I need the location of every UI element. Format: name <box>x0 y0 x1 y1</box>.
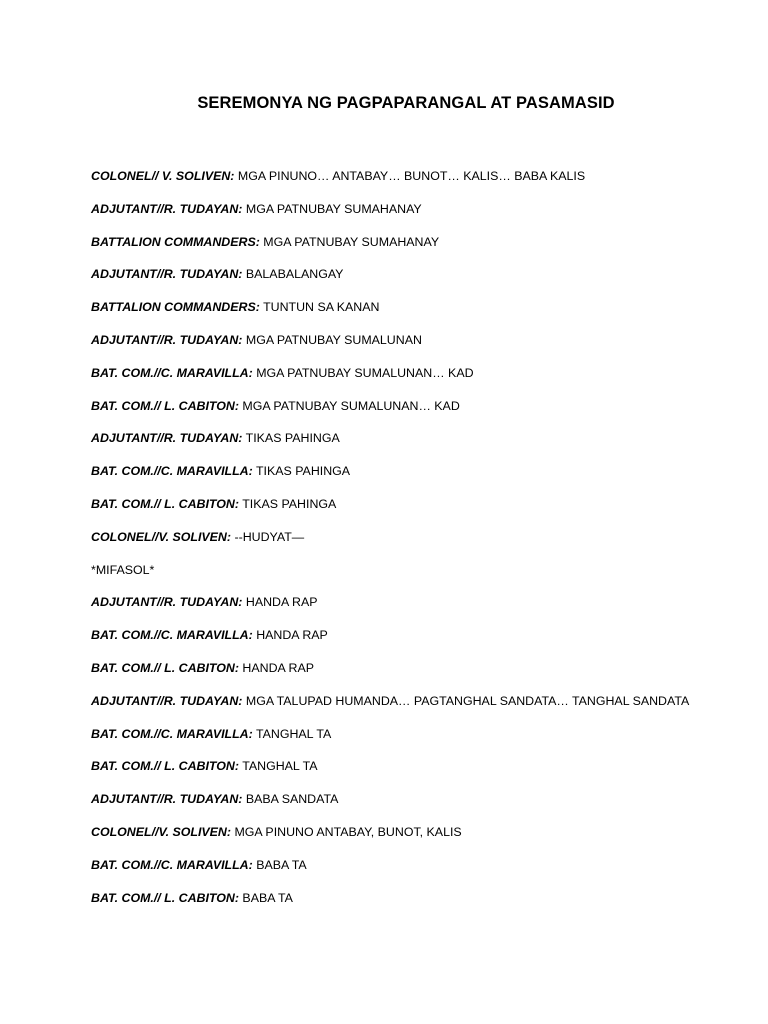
script-line <box>91 889 751 922</box>
command-text: HANDA RAP <box>252 628 328 643</box>
speaker-label: COLONEL// V. SOLIVEN: <box>91 169 235 183</box>
command-text: MGA PATNUBAY SUMAHANAY <box>242 201 422 216</box>
speaker-label: ADJUTANT//R. TUDAYAN: <box>91 201 243 216</box>
script-line <box>91 167 751 200</box>
speaker-label: BATTALION COMMANDERS: <box>91 300 260 315</box>
command-text: TUNTUN SA KANAN <box>259 300 380 315</box>
script-line <box>91 265 751 298</box>
command-text: MGA TALUPAD HUMANDA… PAGTANGHAL SANDATA… TANGHAL SANDATA <box>242 693 690 708</box>
command-text: BABA TA <box>252 857 307 872</box>
command-text: *MIFASOL* <box>91 562 155 577</box>
script-line <box>91 757 751 790</box>
command-text: TANGHAL TA <box>252 726 332 741</box>
speaker-label: ADJUTANT//R. TUDAYAN: <box>91 267 243 282</box>
script-line <box>91 692 751 725</box>
script-line <box>91 856 751 889</box>
script-line <box>91 593 751 626</box>
command-text: TANGHAL TA <box>238 759 318 774</box>
command-text: TIKAS PAHINGA <box>238 496 337 511</box>
speaker-label: BAT. COM.// L. CABITON: <box>91 890 239 905</box>
script-line <box>91 298 751 331</box>
speaker-label: ADJUTANT//R. TUDAYAN: <box>91 431 243 446</box>
speaker-label: ADJUTANT//R. TUDAYAN: <box>91 693 243 708</box>
script-line <box>91 495 751 528</box>
script-line <box>91 429 751 462</box>
speaker-label: BAT. COM.// L. CABITON: <box>91 496 239 511</box>
script-line <box>91 659 751 692</box>
command-text: HANDA RAP <box>238 660 315 675</box>
script-line <box>91 626 751 659</box>
script-line <box>91 725 751 758</box>
command-text: MGA PINUNO… ANTABAY… BUNOT… KALIS… BABA KALIS <box>234 169 586 183</box>
speaker-label: BATTALION COMMANDERS: <box>91 234 260 249</box>
speaker-label: BAT. COM.// L. CABITON: <box>91 398 239 413</box>
script-line <box>91 561 751 594</box>
speaker-label: COLONEL//V. SOLIVEN: <box>91 824 231 839</box>
command-text: TIKAS PAHINGA <box>242 431 340 446</box>
script-line <box>91 364 751 397</box>
speaker-label: BAT. COM.//C. MARAVILLA: <box>91 857 253 872</box>
command-text: MGA PATNUBAY SUMALUNAN… KAD <box>238 398 460 413</box>
script-line <box>91 790 751 823</box>
script-lines <box>91 167 751 921</box>
document-title: SEREMONYA NG PAGPAPARANGAL AT PASAMASID <box>197 94 615 112</box>
script-line <box>91 331 751 364</box>
command-text: BABA SANDATA <box>242 792 339 807</box>
speaker-label: BAT. COM.//C. MARAVILLA: <box>91 628 253 643</box>
script-line <box>91 823 751 856</box>
command-text: MGA PATNUBAY SUMALUNAN <box>242 332 422 347</box>
command-text: BALABALANGAY <box>242 267 344 282</box>
speaker-label: ADJUTANT//R. TUDAYAN: <box>91 595 243 610</box>
script-line <box>91 233 751 266</box>
command-text: BABA TA <box>238 890 293 905</box>
script-line <box>91 397 751 430</box>
command-text: MGA PATNUBAY SUMAHANAY <box>259 234 440 249</box>
command-text: TIKAS PAHINGA <box>252 464 351 479</box>
command-text: --HUDYAT— <box>231 529 305 544</box>
script-line <box>91 200 751 233</box>
speaker-label: BAT. COM.// L. CABITON: <box>91 759 239 774</box>
speaker-label: BAT. COM.// L. CABITON: <box>91 660 239 675</box>
speaker-label: BAT. COM.//C. MARAVILLA: <box>91 726 253 741</box>
speaker-label: BAT. COM.//C. MARAVILLA: <box>91 365 253 380</box>
command-text: HANDA RAP <box>242 595 318 610</box>
command-text: MGA PATNUBAY SUMALUNAN… KAD <box>252 365 474 380</box>
script-line <box>91 462 751 495</box>
script-line <box>91 528 751 561</box>
speaker-label: ADJUTANT//R. TUDAYAN: <box>91 792 243 807</box>
speaker-label: COLONEL//V. SOLIVEN: <box>91 529 231 544</box>
command-text: MGA PINUNO ANTABAY, BUNOT, KALIS <box>231 824 462 839</box>
speaker-label: BAT. COM.//C. MARAVILLA: <box>91 464 253 479</box>
speaker-label: ADJUTANT//R. TUDAYAN: <box>91 332 243 347</box>
